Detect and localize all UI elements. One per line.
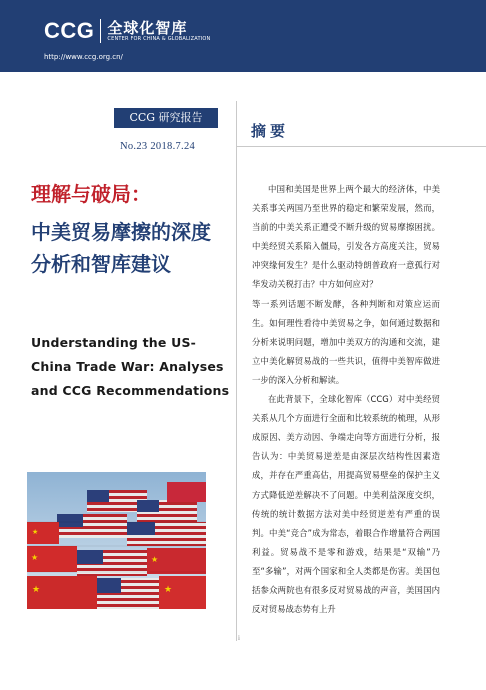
shipping-containers-image	[27, 472, 206, 609]
report-series-tag: CCG 研究报告	[114, 108, 218, 128]
abstract-heading: 摘要	[251, 122, 290, 140]
title-cn-line1: 理解与破局：	[31, 182, 151, 206]
svg-text:★: ★	[151, 555, 159, 564]
containers-illustration	[27, 472, 206, 609]
column-divider	[236, 101, 237, 641]
svg-text:★: ★	[32, 585, 41, 595]
abstract-paragraph-1: 中国和美国是世界上两个最大的经济体，中美关系事关两国乃至世界的稳定和繁荣发展，然而，当前的中美关系正遭受不断升级的贸易摩擦困扰。中美经贸关系陷入僵局，引发各方高度关注，贸易冲突缘何发生？是什么驱动特朗普政府一意孤行对华发动关税打击？中方如何应对？	[252, 184, 440, 290]
header-banner	[0, 0, 486, 72]
logo-separator	[100, 19, 101, 43]
abstract-body	[252, 180, 440, 619]
svg-text:★: ★	[164, 585, 173, 595]
abstract-heading-rule	[236, 146, 486, 147]
issue-number-date: No.23 2018.7.24	[120, 141, 196, 152]
abstract-paragraph-2: 等一系列话题不断发酵，各种判断和对策应运而生。如何理性看待中美贸易之争，如何通过数据和分析来说明问题，增加中美双方的沟通和交流，建立中美化解贸易战的一些共识，值得中美智库做进一步的深入分析和解读。	[252, 298, 440, 385]
logo-ccg-text: CCG	[44, 18, 95, 43]
title-en: Understanding the US-China Trade War: Analyses and CCG Recommendations	[31, 335, 230, 398]
svg-text:★: ★	[31, 553, 39, 562]
ccg-logo[interactable]	[44, 19, 211, 43]
title-cn-line2: 中美贸易摩擦的深度分析和智库建议	[31, 220, 211, 276]
logo-cn-text: 全球化智库	[107, 18, 188, 37]
svg-text:★: ★	[32, 528, 39, 536]
page-number: i	[238, 634, 240, 642]
abstract-paragraph-3: 在此背景下，全球化智库（CCG）对中美经贸关系从几个方面进行全面和比较系统的梳理，从形成原因、美方动因、争端走向等方面进行分析，报告认为：中美贸易逆差是由深层次结构性因素造成，并存在严重高估，用提高贸易壁垒的保护主义方式降低逆差解决不了问题。中美利益深度交织，传统的统计数据方法对美中经贸逆差有严重的误判。中美“竞合”成为常态，着眼合作增量符合两国利益。贸易战不是零和游戏，结果是“双输”乃至“多输”，对两个国家和全人类都是伤害。美国包括参众两院也有很多反对贸易战的声音，美国国内反对贸易战态势有上升	[252, 394, 440, 615]
logo-en-text: CENTER FOR CHINA & GLOBALIZATION	[107, 35, 211, 42]
website-url[interactable]: http://www.ccg.org.cn/	[44, 53, 123, 61]
logo-right-block	[107, 20, 210, 43]
